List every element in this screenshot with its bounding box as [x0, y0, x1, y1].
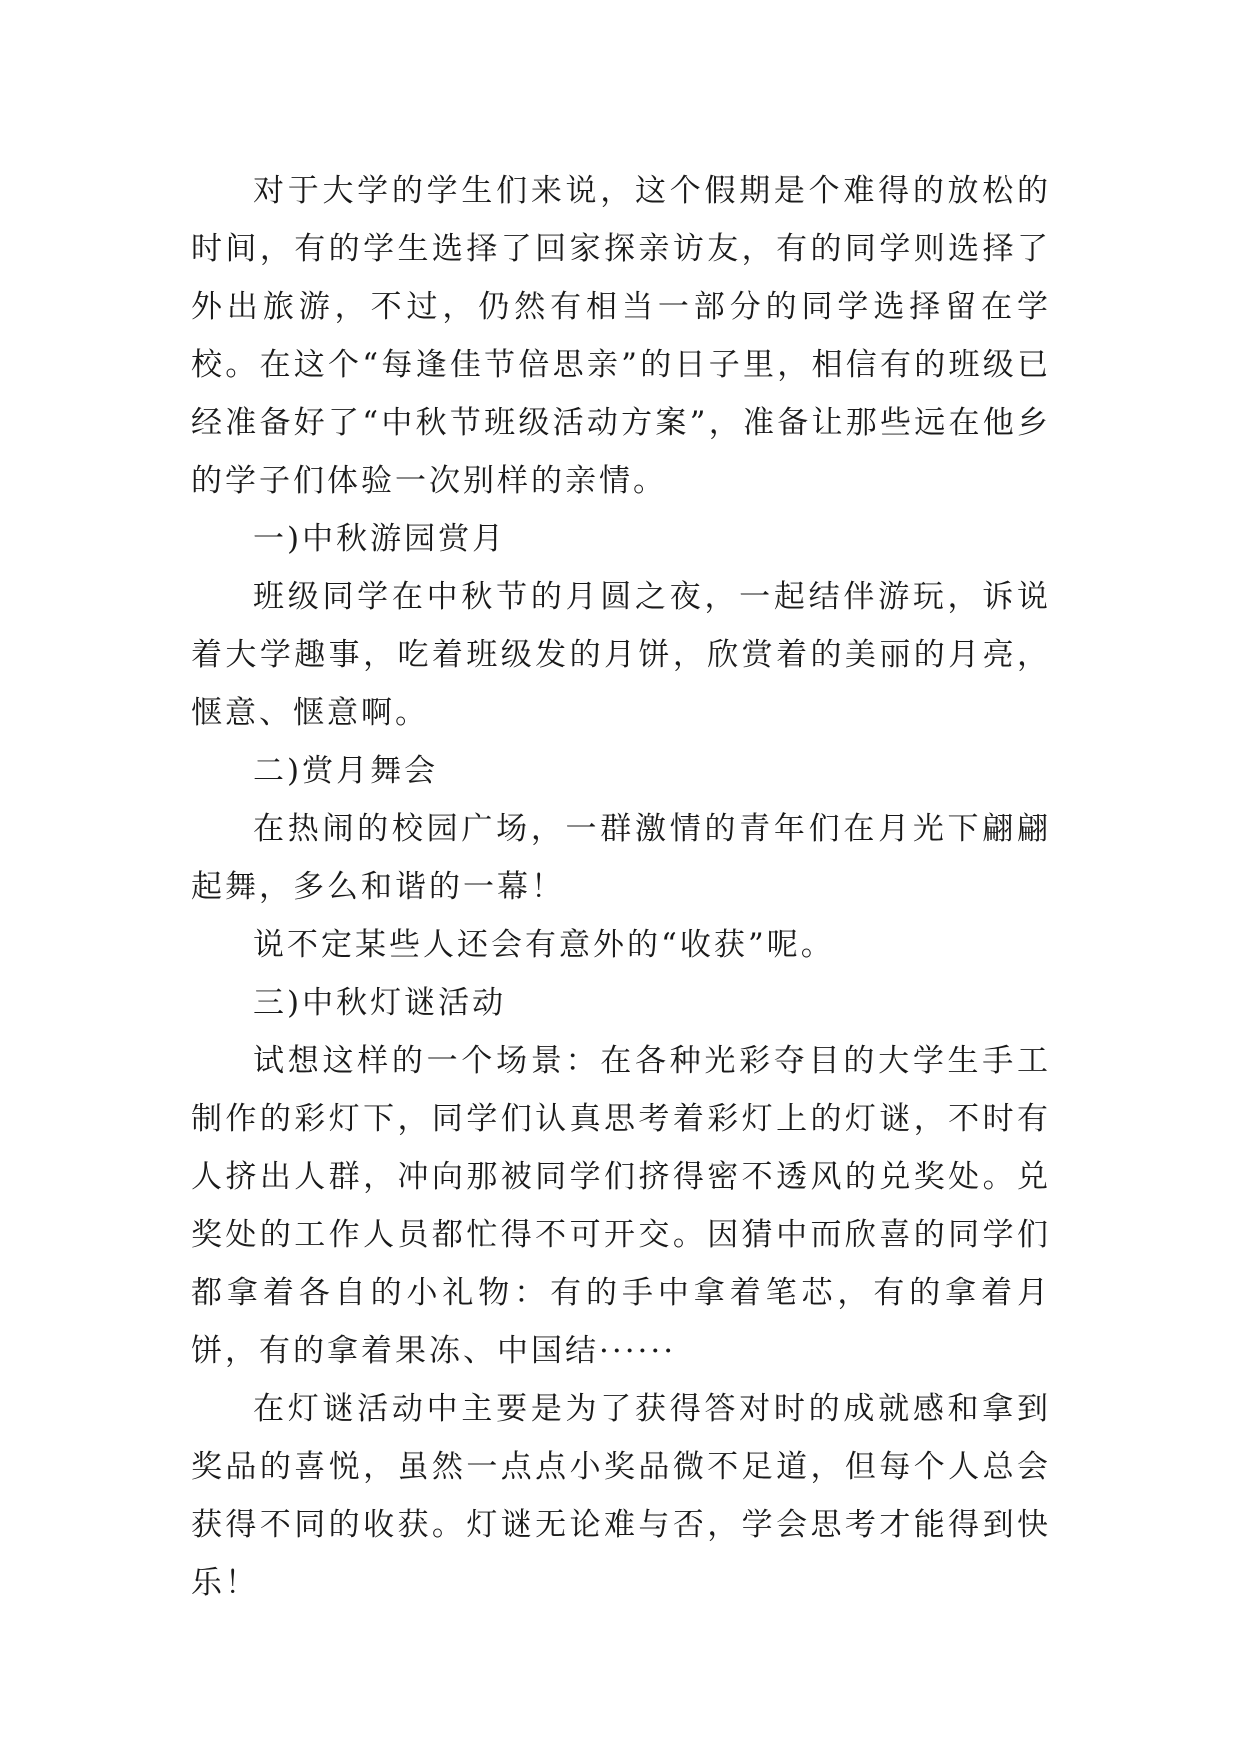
paragraph-section-3: 试想这样的一个场景：在各种光彩夺目的大学生手工制作的彩灯下，同学们认真思考着彩灯上的灯谜，不时有人挤出人群，冲向那被同学们挤得密不透风的兑奖处。兑奖处的工作人员都忙得不可开交。因猜中而欣喜的同学们都拿着各自的小礼物：有的手中拿着笔芯，有的拿着月饼，有的拿着果冻、中国结······ [191, 1043, 1051, 1369]
paragraph-conclusion: 在灯谜活动中主要是为了获得答对时的成就感和拿到奖品的喜悦，虽然一点点小奖品微不足道，但每个人总会获得不同的收获。灯谜无论难与否，学会思考才能得到快乐！ [191, 1391, 1051, 1601]
section-heading-1: 一)中秋游园赏月 [253, 521, 507, 557]
section-heading-2: 二)赏月舞会 [253, 753, 439, 789]
document-body [191, 162, 1051, 1612]
paragraph-section-2b: 说不定某些人还会有意外的“收获”呢。 [253, 927, 835, 963]
paragraph-intro: 对于大学的学生们来说，这个假期是个难得的放松的时间，有的学生选择了回家探亲访友，有的同学则选择了外出旅游，不过，仍然有相当一部分的同学选择留在学校。在这个“每逢佳节倍思亲”的日子里，相信有的班级已经准备好了“中秋节班级活动方案”，准备让那些远在他乡的学子们体验一次别样的亲情。 [191, 173, 1051, 499]
section-heading-3: 三)中秋灯谜活动 [253, 985, 507, 1021]
paragraph-section-1: 班级同学在中秋节的月圆之夜，一起结伴游玩，诉说着大学趣事，吃着班级发的月饼，欣赏着的美丽的月亮，惬意、惬意啊。 [191, 579, 1051, 731]
paragraph-section-2a: 在热闹的校园广场，一群激情的青年们在月光下翩翩起舞，多么和谐的一幕！ [191, 811, 1051, 905]
